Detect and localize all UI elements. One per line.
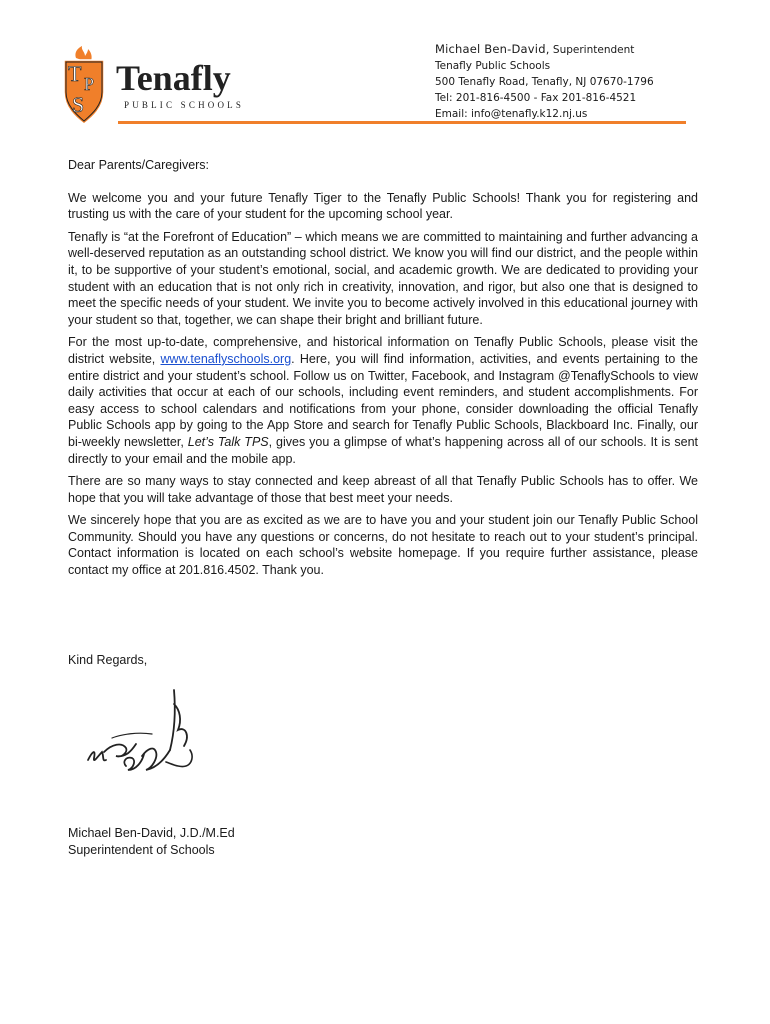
letterhead-divider <box>118 121 686 124</box>
signer-title: Superintendent of Schools <box>68 842 215 857</box>
svg-text:PUBLIC SCHOOLS: PUBLIC SCHOOLS <box>124 100 245 110</box>
contact-role: Superintendent <box>552 44 635 56</box>
salutation: Dear Parents/Caregivers: <box>68 158 210 172</box>
contact-address: 500 Tenafly Road, Tenafly, NJ 07670-1796 <box>435 76 654 88</box>
contact-org: Tenafly Public Schools <box>435 60 551 72</box>
paragraph-3 <box>68 334 698 467</box>
paragraph-4: There are so many ways to stay connected and keep abreast of all that Tenafly Public Schools has to offer. We hope that you will take advantage of those that best meet your needs. <box>68 474 698 505</box>
paragraph-3-text-a: For the most up-to-date, comprehensive, and historical information on Tenafly Public Schools, please visit the district website, <box>68 335 698 366</box>
contact-phone: Tel: 201-816-4500 - Fax 201-816-4521 <box>435 92 637 104</box>
handwritten-signature-icon <box>82 686 212 786</box>
signature-block <box>68 825 235 858</box>
newsletter-name: Let’s Talk TPS <box>187 434 269 449</box>
paragraph-2: Tenafly is “at the Forefront of Education” – which means we are committed to maintaining and further advancing a well-deserved reputation as an outstanding school district. We know you will find our district, and the people within it, to be supportive of your student’s emotional, social, and academic growth. We are dedicated to providing your student with an education that is not only rich in creativity, innovation, and rigor, but also one that is designed to meet the specific needs of your student. We invite you to become actively involved in this educational journey with your student so that, together, we can shape their bright and brilliant future. <box>68 229 698 327</box>
paragraph-3-text-b: . Here, you will find information, activities, and events pertaining to the entire district and your student’s school. Follow us on Twitter, Facebook, and Instagram @TenaflySchools to view daily activities that occur at each of our schools, including event reminders, and student accomplishments. For easy access to school calendars and notifications from your phone, consider downloading the official Tenafly Public Schools app by going to the App Store and search for Tenafly Public Schools, Blackboard Inc. Finally, our bi-weekly newsletter, <box>68 351 698 449</box>
svg-text:Tenafly: Tenafly <box>116 58 231 98</box>
svg-text:P: P <box>84 74 95 94</box>
svg-text:S: S <box>72 92 85 117</box>
contact-name-line <box>435 41 735 58</box>
letterhead-contact <box>435 41 735 122</box>
letter-body <box>68 157 698 585</box>
contact-name: Michael Ben-David, <box>435 42 550 56</box>
district-website-link[interactable]: www.tenaflyschools.org <box>160 351 292 366</box>
paragraph-1: We welcome you and your future Tenafly Tiger to the Tenafly Public Schools! Thank you for registering and trusting us with the care of your student for the upcoming school year. <box>68 190 698 222</box>
tps-crest-logo-icon <box>60 46 260 126</box>
signer-name: Michael Ben-David, J.D./M.Ed <box>68 826 235 840</box>
closing: Kind Regards, <box>68 653 148 667</box>
paragraph-3-text-c: , gives you a glimpse of what’s happening across all of our schools. It is sent directly to your email and the mobile app. <box>68 434 698 466</box>
paragraph-5: We sincerely hope that you are as excited as we are to have you and your student join our Tenafly Public School Community. Should you have any questions or concerns, do not hesitate to reach out to your student’s principal. Contact information is located on each school’s website homepage. If you require further assistance, please contact my office at 201.816.4502. Thank you. <box>68 513 698 578</box>
svg-text:T: T <box>68 61 82 86</box>
contact-email[interactable]: Email: info@tenafly.k12.nj.us <box>435 108 588 120</box>
